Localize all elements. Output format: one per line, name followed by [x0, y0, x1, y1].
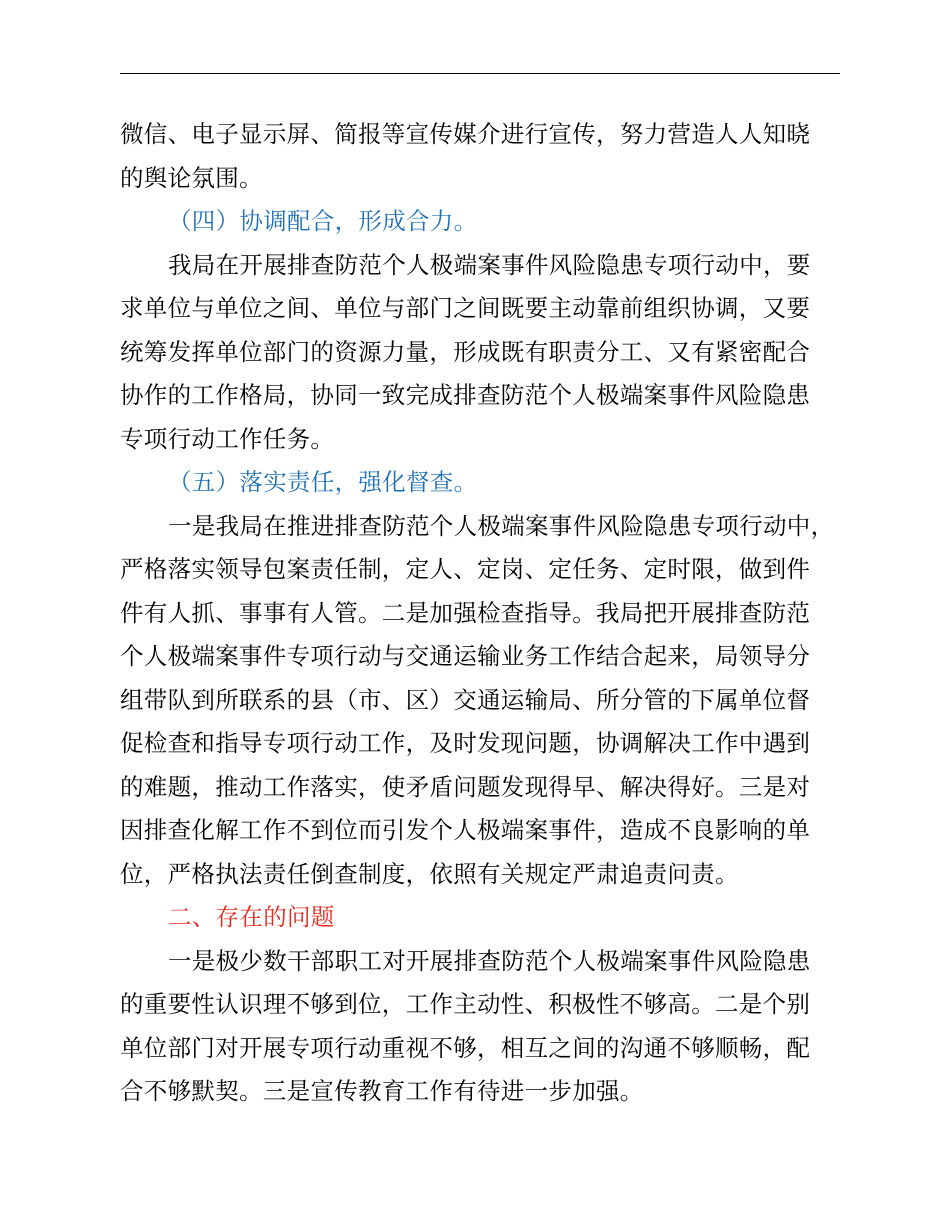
paragraph-line: 的重要性认识理不够到位，工作主动性、积极性不够高。二是个别	[120, 990, 811, 1018]
document-body	[120, 113, 842, 1114]
paragraph-line: 一是极少数干部职工对开展排查防范个人极端案事件风险隐患	[168, 946, 811, 975]
paragraph-line: 统筹发挥单位部门的资源力量，形成既有职责分工、又有紧密配合	[120, 337, 811, 366]
paragraph-line: 个人极端案事件专项行动与交通运输业务工作结合起来，局领导分	[120, 642, 811, 670]
paragraph-line: 严格落实领导包案责任制，定人、定岗、定任务、定时限，做到件	[120, 555, 811, 583]
paragraph-line: 的难题，推动工作落实，使矛盾问题发现得早、解决得好。三是对	[120, 772, 811, 801]
section-heading-problems: 二、存在的问题	[168, 903, 335, 931]
paragraph-line: 件有人抓、事事有人管。二是加强检查指导。我局把开展排查防范	[120, 598, 811, 627]
header-rule	[120, 73, 840, 74]
paragraph-line: 合不够默契。三是宣传教育工作有待进一步加强。	[120, 1077, 644, 1105]
subheading-coordination: （四）协调配合，形成合力。	[168, 207, 478, 235]
paragraph-line: 单位部门对开展专项行动重视不够，相互之间的沟通不够顺畅，配	[120, 1033, 811, 1062]
paragraph-line: 因排查化解工作不到位而引发个人极端案事件，造成不良影响的单	[120, 816, 811, 844]
paragraph-line: 促检查和指导专项行动工作，及时发现问题，协调解决工作中遇到	[120, 729, 811, 757]
paragraph-line: 一是我局在推进排查防范个人极端案事件风险隐患专项行动中，	[168, 511, 835, 540]
paragraph-line: 微信、电子显示屏、简报等宣传媒介进行宣传，努力营造人人知晓	[120, 120, 811, 148]
paragraph-line: 位，严格执法责任倒查制度，依照有关规定严肃追责问责。	[120, 859, 739, 888]
paragraph-line: 专项行动工作任务。	[120, 424, 335, 453]
paragraph-line: 的舆论氛围。	[120, 163, 263, 192]
paragraph-line: 我局在开展排查防范个人极端案事件风险隐患专项行动中，要	[168, 250, 811, 279]
paragraph-line: 求单位与单位之间、单位与部门之间既要主动靠前组织协调，又要	[120, 294, 811, 322]
paragraph-line: 协作的工作格局，协同一致完成排查防范个人极端案事件风险隐患	[120, 381, 811, 409]
subheading-responsibility: （五）落实责任，强化督查。	[168, 468, 478, 496]
paragraph-line: 组带队到所联系的县（市、区）交通运输局、所分管的下属单位督	[120, 685, 811, 714]
